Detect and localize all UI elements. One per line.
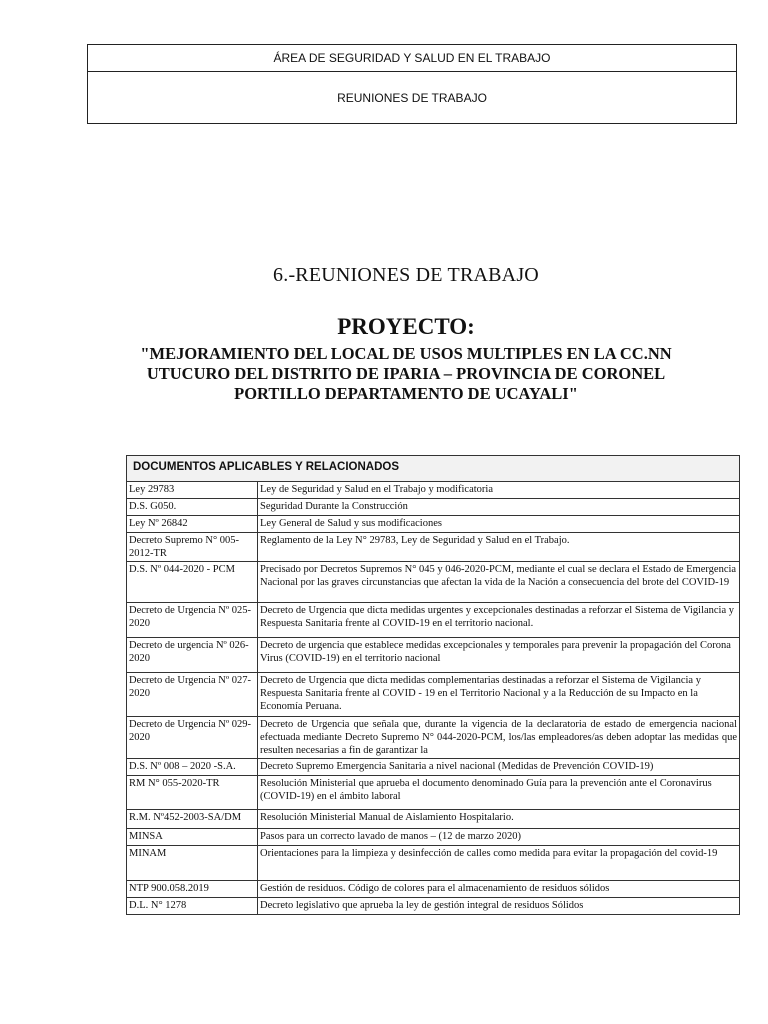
document-header-box: [87, 44, 737, 124]
table-row: [127, 776, 740, 810]
table-row: [127, 673, 740, 717]
doc-code: Ley Nº 26842: [127, 516, 258, 533]
doc-description: Decreto Supremo Emergencia Sanitaria a nivel nacional (Medidas de Prevención COVID-19): [258, 759, 740, 776]
doc-code: RM N° 055-2020-TR: [127, 776, 258, 810]
table-row: [127, 499, 740, 516]
doc-code: Decreto Supremo N° 005-2012-TR: [127, 533, 258, 562]
table-row: [127, 603, 740, 638]
doc-description: [258, 717, 740, 759]
doc-code: MINSA: [127, 829, 258, 846]
section-title: 6.-REUNIONES DE TRABAJO: [273, 264, 539, 286]
doc-code: NTP 900.058.2019: [127, 881, 258, 898]
table-row: [127, 516, 740, 533]
doc-code: Decreto de Urgencia Nº 025-2020: [127, 603, 258, 638]
table-row: [127, 810, 740, 829]
table-row: [127, 638, 740, 673]
doc-description: Seguridad Durante la Construcción: [258, 499, 740, 516]
doc-description: Decreto de Urgencia que dicta medidas complementarias destinadas a reforzar el Sistema de Vigilancia y Respuesta Sanitaria frente al COVID - 19 en el Territorio Nacional y a la Reducción de su Impacto en la Economía Peruana.: [258, 673, 740, 717]
table-row: [127, 533, 740, 562]
doc-code: D.S. G050.: [127, 499, 258, 516]
doc-code: D.S. Nº 044-2020 - PCM: [127, 562, 258, 603]
doc-description: Decreto legislativo que aprueba la ley de gestión integral de residuos Sólidos: [258, 898, 740, 915]
doc-description: Gestión de residuos. Código de colores para el almacenamiento de residuos sólidos: [258, 881, 740, 898]
table-row: [127, 898, 740, 915]
doc-description: Decreto de Urgencia que dicta medidas urgentes y excepcionales destinadas a reforzar el Sistema de Vigilancia y Respuesta Sanitaria frente al COVID-19 en el territorio nacional.: [258, 603, 740, 638]
doc-description: Resolución Ministerial que aprueba el documento denominado Guía para la prevención ante el Coronavirus (COVID-19) en el ámbito laboral: [258, 776, 740, 810]
doc-code: D.L. N° 1278: [127, 898, 258, 915]
table-row: [127, 846, 740, 881]
doc-code: Decreto de Urgencia Nº 029-2020: [127, 717, 258, 759]
table-row: [127, 562, 740, 603]
doc-code: MINAM: [127, 846, 258, 881]
documents-table: [126, 455, 740, 915]
doc-description: Pasos para un correcto lavado de manos – (12 de marzo 2020): [258, 829, 740, 846]
header-subtitle: REUNIONES DE TRABAJO: [337, 91, 487, 105]
doc-description: Precisado por Decretos Supremos N° 045 y 046-2020-PCM, mediante el cual se declara el Estado de Emergencia Nacional por las graves circunstancias que afectan la vida de la Nación a consecuencia del brote del COVID-19: [258, 562, 740, 603]
doc-code: R.M. Nº452-2003-SA/DM: [127, 810, 258, 829]
doc-description: Ley General de Salud y sus modificaciones: [258, 516, 740, 533]
doc-code: Decreto de urgencia Nº 026-2020: [127, 638, 258, 673]
doc-description: Decreto de urgencia que establece medidas excepcionales y temporales para prevenir la propagación del Corona Virus (COVID-19) en el territorio nacional: [258, 638, 740, 673]
doc-code: Ley 29783: [127, 482, 258, 499]
doc-description: Reglamento de la Ley N° 29783, Ley de Seguridad y Salud en el Trabajo.: [258, 533, 740, 562]
table-row: [127, 759, 740, 776]
doc-code: Decreto de Urgencia Nº 027-2020: [127, 673, 258, 717]
table-row: [127, 881, 740, 898]
proyecto-label: PROYECTO:: [337, 314, 475, 339]
doc-description: Resolución Ministerial Manual de Aislamiento Hospitalario.: [258, 810, 740, 829]
table-row: [127, 717, 740, 759]
doc-description: Orientaciones para la limpieza y desinfección de calles como medida para evitar la propagación del covid-19: [258, 846, 740, 881]
table-header-row: [127, 456, 740, 482]
project-name: "MEJORAMIENTO DEL LOCAL DE USOS MULTIPLES EN LA CC.NN UTUCURO DEL DISTRITO DE IPARIA – PROVINCIA DE CORONEL PORTILLO DEPARTAMENTO DE UCAYALI": [140, 344, 672, 403]
header-area-title: ÁREA DE SEGURIDAD Y SALUD EN EL TRABAJO: [88, 45, 736, 72]
doc-description-text: Decreto de Urgencia que señala que, durante la vigencia de la declaratoria de estado de emergencia nacional efectuada mediante Decreto Supremo N° 044-2020-PCM, los/las empleadores/as deben adoptar las medidas que resulten necesarias a fin de garantizar la: [260, 719, 737, 756]
table-row: [127, 829, 740, 846]
doc-code: D.S. Nº 008 – 2020 -S.A.: [127, 759, 258, 776]
table-row: [127, 482, 740, 499]
table-header: DOCUMENTOS APLICABLES Y RELACIONADOS: [127, 456, 740, 482]
doc-description: Ley de Seguridad y Salud en el Trabajo y modificatoria: [258, 482, 740, 499]
